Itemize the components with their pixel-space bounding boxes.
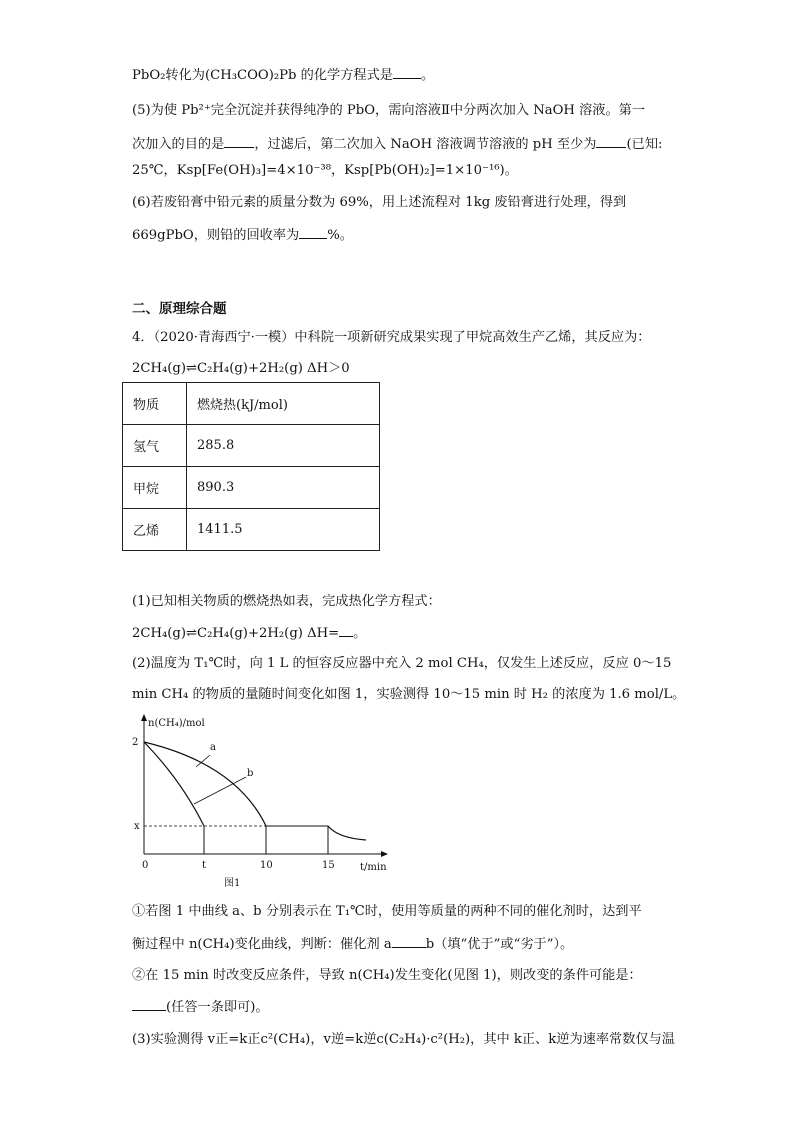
p2b-text: min CH₄ 的物质的量随时间变化如图 1，实验测得 10～15 min 时 H₂ 的浓度为 1.6 mol/L。 <box>132 687 686 702</box>
figure-1 <box>126 712 396 896</box>
table-row <box>123 509 380 551</box>
question-i-line-b <box>132 935 573 954</box>
line3-text-a: 次加入的目的是 <box>132 137 225 152</box>
reaction-equation <box>132 360 350 378</box>
line6-text-a: 669gPbO，则铅的回收率为 <box>132 228 300 243</box>
answer-blank-2 <box>224 135 254 148</box>
table-cell: 1411.5 <box>187 509 380 551</box>
line1-text: PbO₂转化为(CH₃COO)₂Pb 的化学方程式是 <box>132 68 393 83</box>
section-heading: 二、原理综合题 <box>132 301 227 317</box>
equilibrium-box <box>266 826 328 854</box>
x-tick-label: 15 <box>322 860 335 871</box>
curve-b <box>144 742 266 826</box>
part-1-prompt <box>132 593 441 611</box>
qii-text-a: ②在 15 min 时改变反应条件，导致 n(CH₄)发生变化(见图 1)，则改变的条件可能是： <box>132 968 642 983</box>
text-line-4 <box>132 162 518 180</box>
x-tick-label: 0 <box>142 860 149 871</box>
x-tick-label: t <box>202 860 207 871</box>
question-4-intro <box>132 329 650 347</box>
table-header-row <box>123 383 380 425</box>
curve-b-leader <box>194 777 246 804</box>
combustion-heat-table <box>122 382 380 551</box>
line4-text: 25℃，Ksp[Fe(OH)₃]=4×10⁻³⁸，Ksp[Pb(OH)₂]=1×10⁻¹⁶)。 <box>132 163 518 178</box>
qi-text-b1: 衡过程中 n(CH₄)变化曲线，判断：催化剂 a <box>132 937 392 952</box>
curve-label-a: a <box>210 742 216 753</box>
x-tick-label: 10 <box>260 860 273 871</box>
p1b-text: 2CH₄(g)⇌C₂H₄(g)+2H₂(g) ΔH= <box>132 626 340 641</box>
p3-text: (3)实验测得 v正=k正c²(CH₄)，v逆=k逆c(C₂H₄)·c²(H₂)，其中 k正、k逆为速率常数仅与温 <box>132 1032 675 1047</box>
line5-text: (6)若废铅膏中铅元素的质量分数为 69%，用上述流程对 1kg 废铅膏进行处理，得到 <box>132 195 627 210</box>
line3-text-b: ，过滤后，第二次加入 NaOH 溶液调节溶液的 pH 至少为 <box>254 137 597 152</box>
line1-end: 。 <box>420 68 435 83</box>
answer-blank-1 <box>393 66 421 79</box>
part-3-line <box>132 1031 675 1049</box>
after-15min-curve <box>328 826 366 840</box>
x-axis-arrow <box>381 851 388 857</box>
line2-text: (5)为使 Pb²⁺完全沉淀并获得纯净的 PbO，需向溶液Ⅱ中分两次加入 NaOH 溶液。第一 <box>132 103 646 118</box>
qi-text-a: ①若图 1 中曲线 a、b 分别表示在 T₁℃时，使用等质量的两种不同的催化剂时，达到平 <box>132 904 642 919</box>
text-line-5 <box>132 194 626 212</box>
line3-text-c: (已知: <box>626 137 663 152</box>
part-2-line-a <box>132 655 671 673</box>
p2a-text: (2)温度为 T₁℃时，向 1 L 的恒容反应器中充入 2 mol CH₄，仅发生上述反应，反应 0～15 <box>132 656 672 671</box>
part-2-line-b <box>132 686 685 704</box>
answer-blank-5 <box>339 624 353 637</box>
table-header-cell: 燃烧热(kJ/mol) <box>187 383 380 425</box>
answer-blank-7 <box>132 998 166 1011</box>
question-i-line-a <box>132 903 642 921</box>
text-line-3 <box>132 135 662 154</box>
table-row <box>123 425 380 467</box>
figure-caption: 图1 <box>224 878 241 889</box>
table-cell: 氢气 <box>123 425 187 467</box>
line6-text-b: %。 <box>327 228 353 243</box>
text-line-1 <box>132 66 434 85</box>
qi-text-b2: b（填“优于”或“劣于”）。 <box>425 937 574 952</box>
curve-a <box>144 742 204 826</box>
table-cell: 285.8 <box>187 425 380 467</box>
text-line-2 <box>132 102 645 120</box>
qii-text-b: (任答一条即可)。 <box>166 1000 269 1015</box>
answer-blank-6 <box>392 935 426 948</box>
reaction-text: 2CH₄(g)⇌C₂H₄(g)+2H₂(g) ΔH＞0 <box>132 361 350 376</box>
answer-blank-3 <box>596 135 626 148</box>
table-cell: 乙烯 <box>123 509 187 551</box>
y-axis-arrow <box>141 714 147 721</box>
y-tick-label: 2 <box>132 737 139 748</box>
p1-text: (1)已知相关物质的燃烧热如表，完成热化学方程式： <box>132 594 441 609</box>
x-axis-label: t/min <box>360 862 387 873</box>
answer-blank-4 <box>299 226 327 239</box>
table-row <box>123 467 380 509</box>
q4-text: 4．（2020·青海西宁·一模）中科院一项新研究成果实现了甲烷高效生产乙烯，其反应为： <box>132 330 651 345</box>
p1b-end: 。 <box>353 626 367 641</box>
part-1-equation <box>132 624 366 643</box>
question-ii-line-b <box>132 998 269 1017</box>
text-line-6 <box>132 226 353 245</box>
table-cell: 890.3 <box>187 467 380 509</box>
y-axis-label: n(CH₄)/mol <box>148 718 205 729</box>
question-ii-line-a <box>132 967 642 985</box>
y-tick-label: x <box>134 821 140 832</box>
table-cell: 甲烷 <box>123 467 187 509</box>
table-header-cell: 物质 <box>123 383 187 425</box>
figure-1-svg <box>126 712 396 892</box>
curve-label-b: b <box>247 768 254 779</box>
